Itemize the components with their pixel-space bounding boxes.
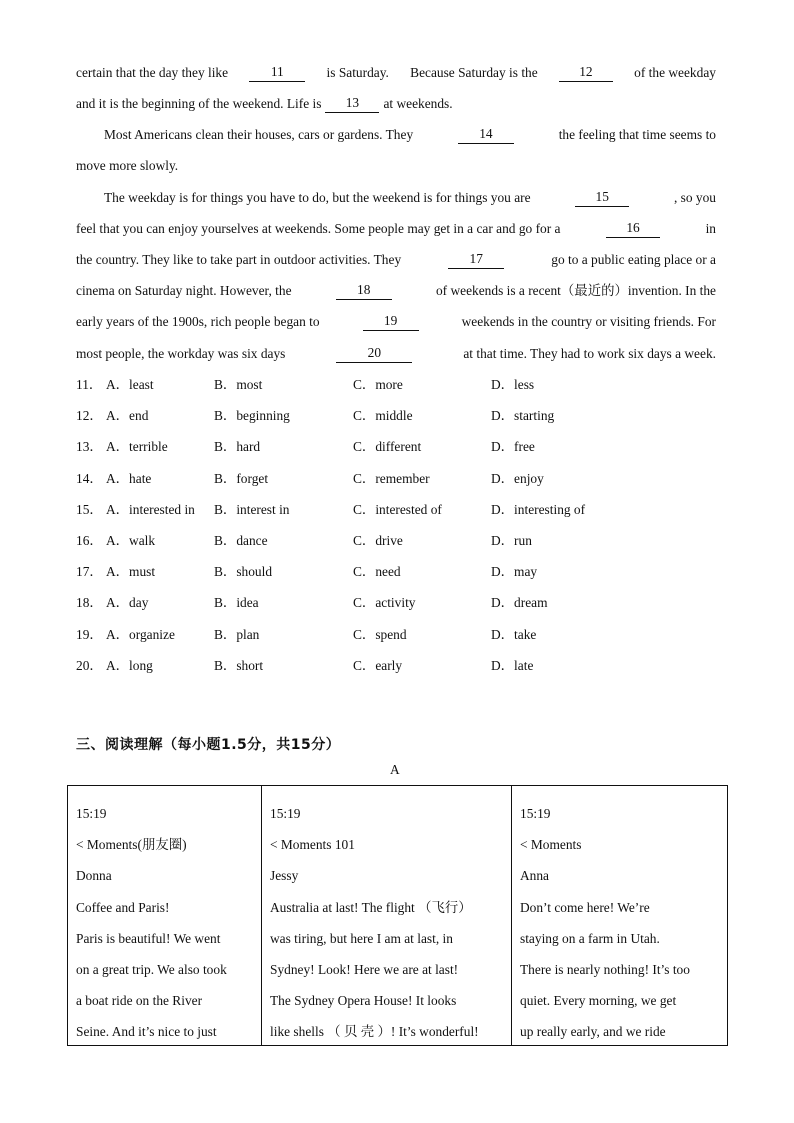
answer-blank: 13 (325, 95, 379, 113)
moments-line: on a great trip. We also took (76, 961, 227, 977)
option-b: B．dance (214, 533, 268, 548)
option-a: A．interested in (106, 501, 195, 517)
moments-line: Jessy (270, 868, 299, 884)
option-b: B．most (214, 377, 263, 392)
option-a: A．end (106, 408, 149, 424)
moments-line: 15:19 (76, 806, 107, 821)
moments-line: was tiring, but here I am at last, in (270, 930, 453, 946)
moments-line: staying on a farm in Utah. (520, 930, 660, 946)
answer-blank: 11 (249, 64, 305, 82)
passage-line (104, 189, 716, 207)
option-b: B．should (214, 564, 273, 580)
option-d: D．take (491, 626, 537, 642)
passage-text: is Saturday. (326, 65, 389, 80)
question-number: 19． (76, 626, 103, 642)
passage-line (76, 220, 716, 238)
moments-cell-anna (512, 786, 728, 1046)
option-b: B．plan (214, 626, 260, 642)
passage-line (76, 157, 716, 175)
question-number: 11． (76, 377, 103, 392)
moments-cell-jessy (262, 786, 512, 1046)
moments-line: 15:19 (520, 806, 551, 821)
answer-blank: 14 (458, 126, 514, 144)
moments-line: Coffee and Paris! (76, 899, 170, 915)
option-a: A．must (106, 564, 156, 580)
option-c: C．more (353, 377, 403, 392)
question-number: 13． (76, 439, 103, 455)
option-a: A．organize (106, 626, 175, 642)
section-title: 三、阅读理解（每小题1.5分，共15分） (76, 737, 341, 753)
option-b: B．short (214, 657, 264, 673)
question-number: 17． (76, 564, 103, 580)
option-c: C．spend (353, 626, 407, 642)
passage-text: The weekday is for things you have to do, but the weekend is for things you are (104, 190, 531, 205)
moments-line: < Moments(朋友圈) (76, 837, 187, 853)
option-c: C．remember (353, 470, 430, 486)
answer-blank: 17 (448, 251, 504, 269)
option-c: C．activity (353, 595, 416, 611)
question-number: 20． (76, 657, 103, 673)
option-b: B．hard (214, 439, 261, 455)
option-d: D．late (491, 657, 534, 673)
option-c: C．drive (353, 533, 403, 548)
moments-line: There is nearly nothing! It’s too (520, 961, 690, 977)
moments-line: quiet. Every morning, we get (520, 993, 677, 1009)
passage-line (76, 313, 716, 331)
moments-cell-donna (68, 786, 262, 1046)
moments-line: like shells （ 贝 壳 ）! It’s wonderful! (270, 1024, 479, 1040)
passage-line (76, 345, 716, 363)
moments-line: Anna (520, 868, 550, 884)
answer-blank: 19 (363, 313, 419, 331)
moments-line: Paris is beautiful! We went (76, 930, 221, 946)
option-c: C．middle (353, 408, 413, 424)
answer-blank: 15 (575, 189, 629, 207)
option-d: D．free (491, 439, 535, 455)
moments-line: Don’t come here! We’re (520, 899, 650, 915)
option-c: C．early (353, 657, 403, 673)
option-a: A．least (106, 377, 154, 392)
moments-line: 15:19 (270, 806, 301, 821)
option-c: C．need (353, 564, 401, 580)
option-b: B．idea (214, 595, 259, 611)
passage-text: early years of the 1900s, rich people began to (76, 314, 320, 329)
option-a: A．walk (106, 533, 156, 548)
option-d: D．enjoy (491, 470, 544, 486)
passage-text: move more slowly. (76, 158, 179, 173)
moments-line: Donna (76, 868, 112, 884)
option-d: D．may (491, 564, 538, 580)
moments-line: a boat ride on the River (76, 993, 203, 1009)
passage-text: cinema on Saturday night. However, the (76, 283, 292, 298)
option-d: D．run (491, 533, 532, 548)
option-c: C．different (353, 439, 422, 455)
moments-table (67, 785, 728, 1046)
passage-text: Because Saturday is the (410, 65, 538, 80)
option-d: D．starting (491, 408, 555, 424)
passage-text: of the weekday (634, 65, 716, 80)
passage-text: the country. They like to take part in outdoor activities. They (76, 252, 402, 267)
passage-text: Most Americans clean their houses, cars or gardens. They (104, 127, 414, 142)
moments-line: < Moments (520, 837, 582, 853)
passage-text: most people, the workday was six days (76, 346, 286, 361)
passage-text: and it is the beginning of the weekend. Life is (76, 96, 322, 111)
passage-label: A (390, 762, 400, 777)
moments-line: up really early, and we ride (520, 1024, 666, 1040)
option-d: D．dream (491, 595, 548, 611)
option-a: A．day (106, 595, 149, 611)
moments-line: The Sydney Opera House! It looks (270, 993, 457, 1009)
passage-text: go to a public eating place or a (551, 252, 716, 267)
answer-blank: 16 (606, 220, 660, 238)
answer-blank: 20 (336, 345, 412, 363)
answer-blank: 18 (336, 282, 392, 300)
passage-line (76, 251, 716, 269)
question-number: 18． (76, 595, 103, 611)
passage-text: , so you (673, 190, 716, 205)
option-b: B．interest in (214, 501, 290, 517)
passage-text: feel that you can enjoy yourselves at weekends. Some people may get in a car and go for a (76, 221, 561, 236)
moments-line: Sydney! Look! Here we are at last! (270, 961, 459, 977)
question-number: 16． (76, 533, 103, 548)
option-a: A．long (106, 657, 153, 673)
passage-line (76, 95, 716, 113)
passage-text: of weekends is a recent（最近的）invention. In the (435, 283, 716, 298)
passage-text: the feeling that time seems to (558, 127, 716, 142)
passage-line (104, 126, 716, 144)
answer-blank: 12 (559, 64, 613, 82)
question-number: 15． (76, 501, 103, 517)
option-b: B．beginning (214, 408, 290, 424)
passage-line (76, 282, 716, 300)
option-a: A．hate (106, 470, 152, 486)
question-number: 14． (76, 470, 103, 486)
moments-line: < Moments 101 (270, 837, 355, 853)
question-number: 12． (76, 408, 103, 424)
passage-text: at that time. They had to work six days a week. (463, 346, 716, 361)
option-d: D．interesting of (491, 501, 586, 517)
option-c: C．interested of (353, 501, 442, 517)
option-a: A．terrible (106, 439, 168, 455)
moments-line: Seine. And it’s nice to just (76, 1024, 217, 1040)
option-b: B．forget (214, 470, 269, 486)
passage-text: in (705, 221, 716, 236)
passage-line (76, 64, 716, 82)
passage-text: at weekends. (383, 96, 453, 111)
option-d: D．less (491, 377, 535, 392)
moments-line: Australia at last! The flight （飞行） (270, 899, 472, 915)
passage-text: weekends in the country or visiting friends. For (461, 314, 716, 329)
passage-text: certain that the day they like (76, 65, 229, 80)
